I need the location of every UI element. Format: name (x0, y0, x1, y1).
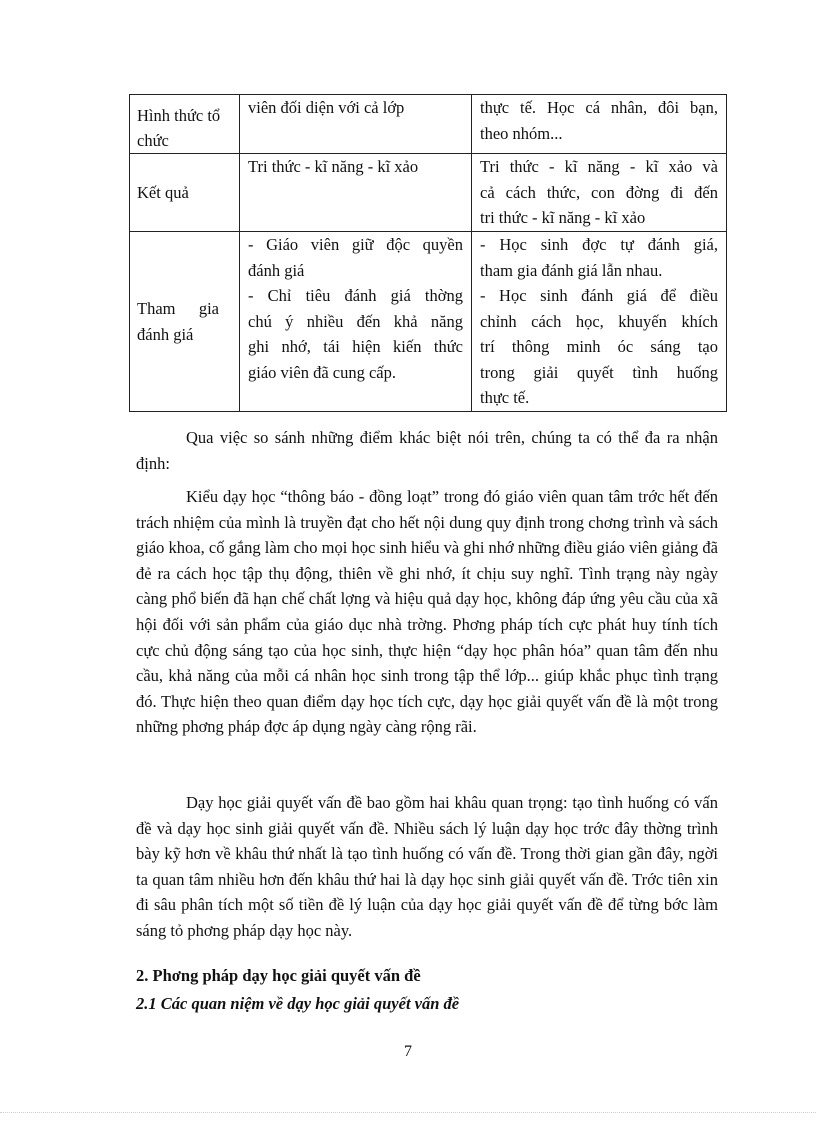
cell-line: giáo viên đã cung cấp. (248, 362, 396, 382)
section-heading: 2. Phơng pháp dạy học giải quyết vấn đề (136, 966, 421, 985)
student-centered-cell (472, 95, 727, 154)
row-label-cell (130, 95, 240, 154)
teacher-centered-cell (240, 154, 472, 232)
cell-line: chú ý nhiều đến khả năng (248, 311, 463, 331)
cell-line: trí thông minh óc sáng tạo (480, 337, 718, 356)
cell-line: Tri thức - kĩ năng - kĩ xảo (248, 157, 419, 176)
cell-line: tham gia đánh giá lẫn nhau. (480, 260, 663, 280)
row-label-cell (130, 154, 240, 232)
cell-line: viên đối diện với cả lớp (248, 98, 405, 117)
cell-line: - Chỉ tiêu đánh giá thờng (248, 286, 463, 305)
row-label: Hình thức tổ chức (137, 106, 221, 150)
paragraph-teaching-style: Kiểu dạy học “thông báo - đồng loạt” trong đó giáo viên quan tâm trớc hết đến trách nhiệm của mình là truyền đạt cho hết nội dung quy định trong chơng trình và sách giáo khoa, cố gắng làm cho mọi học sinh hiểu và ghi nhớ những điều giáo viên giảng đã đẻ ra cách học tập thụ động, thiên về ghi nhớ, ít chịu suy nghĩ. Tình trạng này ngày càng phổ biến đã hạn chế chất lợng và hiệu quả dạy học, không đáp ứng yêu cầu của xã hội đối với sản phẩm của giáo dục nhà trờng. Phơng pháp tích cực phát huy tính tích cực chủ động sáng tạo của học sinh, thực hiện “dạy học phân hóa” quan tâm đến nhu cầu, khả năng của mỗi cá nhân học sinh trong tập thể lớp... giúp khắc phục tình trạng đó. Thực hiện theo quan điểm dạy học tích cực, dạy học giải quyết vấn đề là một trong những phơng pháp đợc áp dụng ngày càng rộng rãi. (136, 487, 718, 737)
cell-line: chỉnh cách học, khuyến khích (480, 311, 718, 331)
cell-line: thực tế. Học cá nhân, đôi bạn, (480, 98, 718, 117)
comparison-table (129, 94, 727, 412)
table-row (130, 232, 727, 412)
page-number: 7 (404, 1043, 412, 1060)
row-label: Tham gia đánh giá (137, 299, 219, 344)
teacher-centered-cell (240, 232, 472, 412)
page-bottom-rule (0, 1112, 816, 1113)
cell-line: - Giáo viên giữ độc quyền (248, 235, 463, 254)
paragraph-intro: Qua việc so sánh những điểm khác biệt nói trên, chúng ta có thể đa ra nhận định: (136, 428, 718, 473)
cell-line: Tri thức - kĩ năng - kĩ xảo và (480, 157, 718, 176)
cell-line: đánh giá (248, 260, 305, 280)
row-label: Kết quả (137, 182, 189, 202)
cell-line: - Học sinh đánh giá để điều (480, 286, 718, 305)
subsection-heading: 2.1 Các quan niệm về dạy học giải quyết vấn đề (136, 994, 460, 1013)
cell-line: trong giải quyết tình huống (480, 362, 718, 382)
cell-line: cả cách thức, con đờng đi đến (480, 182, 718, 202)
student-centered-cell (472, 232, 727, 412)
student-centered-cell (472, 154, 727, 232)
table-row (130, 154, 727, 232)
teacher-centered-cell (240, 95, 472, 154)
cell-line: ghi nhớ, tái hiện kiến thức (248, 337, 463, 356)
cell-line: theo nhóm... (480, 123, 563, 143)
table-row (130, 95, 727, 154)
cell-line: thực tế. (480, 388, 530, 407)
row-label-cell (130, 232, 240, 412)
cell-line: - Học sinh đợc tự đánh giá, (480, 235, 718, 254)
cell-line: tri thức - kĩ năng - kĩ xảo (480, 208, 646, 227)
paragraph-problem-solving: Dạy học giải quyết vấn đề bao gồm hai khâu quan trọng: tạo tình huống có vấn đề và dạy học sinh giải quyết vấn đề. Nhiều sách lý luận dạy học trớc đây thờng trình bày kỹ hơn về khâu thứ nhất là tạo tình huống có vấn đề. Trong thời gian gần đây, ngời ta quan tâm nhiều hơn đến khâu thứ hai là dạy học sinh giải quyết vấn đề. Trớc tiên xin đi sâu phân tích một số tiền đề lý luận của dạy học giải quyết vấn đề để từng bớc làm sáng tỏ phơng pháp dạy học này. (136, 793, 718, 940)
